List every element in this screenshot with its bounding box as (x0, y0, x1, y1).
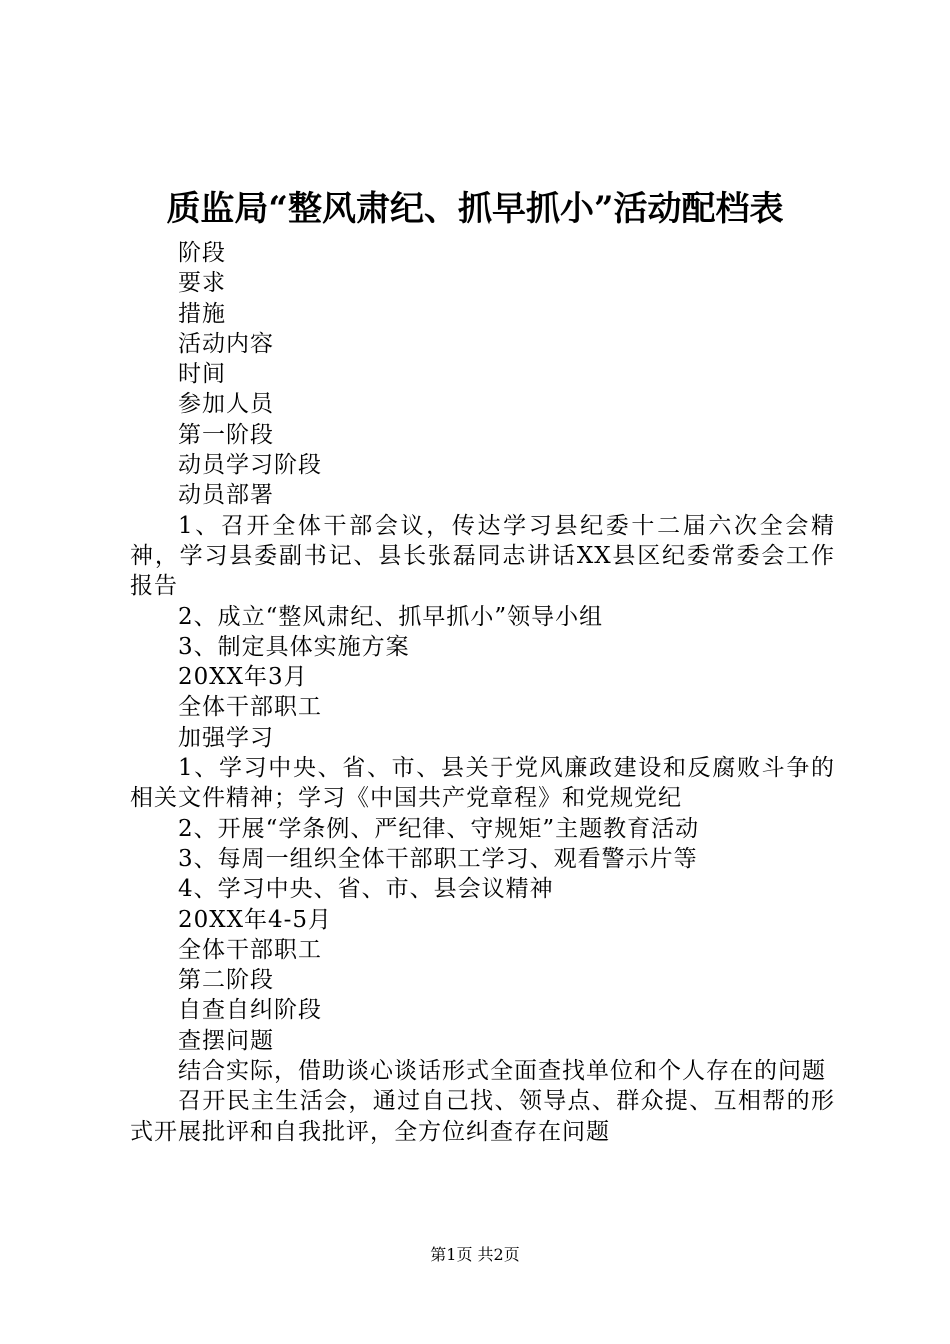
paragraph: 2、成立“整风肃纪、抓早抓小”领导小组 (178, 603, 604, 630)
paragraph: 全体干部职工 (178, 936, 322, 963)
paragraph: 召开民主生活会，通过自己找、领导点、群众提、互相帮的形式开展批评和自我批评，全方位纠查存在问题 (130, 1088, 835, 1145)
paragraph: 活动内容 (178, 330, 274, 357)
paragraph: 第一阶段 (178, 421, 274, 448)
paragraph: 查摆问题 (178, 1027, 274, 1054)
page-footer: 第1页 共2页 (430, 1245, 520, 1264)
paragraph: 第二阶段 (178, 967, 274, 994)
paragraph: 加强学习 (178, 724, 274, 751)
paragraph: 2、开展“学条例、严纪律、守规矩”主题教育活动 (178, 815, 700, 842)
paragraph: 措施 (178, 300, 226, 327)
paragraph: 参加人员 (178, 391, 274, 418)
paragraph: 自查自纠阶段 (178, 997, 322, 1024)
paragraph: 阶段 (178, 240, 226, 266)
paragraph: 1、召开全体干部会议，传达学习县纪委十二届六次全会精神，学习县委副书记、县长张磊同志讲话XX县区纪委常委会工作报告 (130, 512, 835, 600)
paragraph: 要求 (178, 270, 226, 297)
document-body (130, 238, 835, 1147)
paragraph: 全体干部职工 (178, 694, 322, 721)
paragraph: 动员学习阶段 (178, 452, 322, 479)
paragraph: 结合实际，借助谈心谈话形式全面查找单位和个人存在的问题 (178, 1058, 826, 1085)
paragraph: 动员部署 (178, 482, 274, 509)
paragraph: 3、制定具体实施方案 (178, 633, 410, 660)
paragraph: 3、每周一组织全体干部职工学习、观看警示片等 (178, 845, 698, 872)
page-title: 质监局“整风肃纪、抓早抓小”活动配档表 (166, 189, 784, 229)
paragraph: 20XX年3月 (178, 664, 308, 691)
paragraph: 时间 (178, 361, 226, 388)
paragraph: 4、学习中央、省、市、县会议精神 (178, 876, 554, 903)
paragraph: 20XX年4-5月 (178, 906, 333, 933)
paragraph: 1、学习中央、省、市、县关于党风廉政建设和反腐败斗争的相关文件精神；学习《中国共产党章程》和党规党纪 (130, 755, 835, 812)
